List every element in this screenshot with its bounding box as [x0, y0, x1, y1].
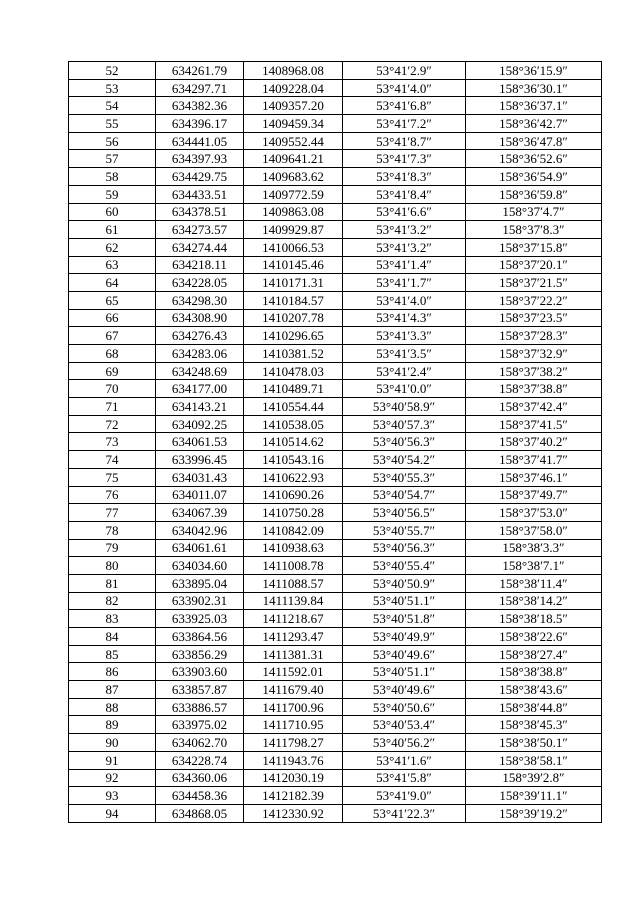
longitude-cell: 158°38′50.1″ [466, 734, 602, 752]
point-number-cell: 89 [69, 716, 156, 734]
coord-x-cell: 634011.07 [156, 486, 244, 504]
longitude-cell: 158°37′32.9″ [466, 345, 602, 363]
latitude-cell: 53°41′7.2″ [343, 115, 466, 133]
table-row [69, 451, 602, 469]
longitude-cell: 158°37′21.5″ [466, 274, 602, 292]
coord-y-cell: 1411700.96 [244, 698, 343, 716]
coord-x-cell: 634433.51 [156, 185, 244, 203]
coord-x-cell: 634061.61 [156, 539, 244, 557]
point-number-cell: 79 [69, 539, 156, 557]
coord-y-cell: 1410514.62 [244, 433, 343, 451]
longitude-cell: 158°39′19.2″ [466, 804, 602, 822]
latitude-cell: 53°41′7.3″ [343, 150, 466, 168]
coord-y-cell: 1411798.27 [244, 734, 343, 752]
point-number-cell: 56 [69, 132, 156, 150]
latitude-cell: 53°41′4.0″ [343, 79, 466, 97]
table-row [69, 610, 602, 628]
point-number-cell: 65 [69, 291, 156, 309]
table-row [69, 398, 602, 416]
point-number-cell: 55 [69, 115, 156, 133]
longitude-cell: 158°36′54.9″ [466, 168, 602, 186]
longitude-cell: 158°38′58.1″ [466, 751, 602, 769]
point-number-cell: 69 [69, 362, 156, 380]
coord-y-cell: 1412030.19 [244, 769, 343, 787]
coord-x-cell: 633856.29 [156, 645, 244, 663]
latitude-cell: 53°40′51.1″ [343, 663, 466, 681]
latitude-cell: 53°41′3.3″ [343, 327, 466, 345]
coord-y-cell: 1411381.31 [244, 645, 343, 663]
coord-x-cell: 633902.31 [156, 592, 244, 610]
coord-y-cell: 1410938.63 [244, 539, 343, 557]
longitude-cell: 158°38′7.1″ [466, 557, 602, 575]
table-row [69, 327, 602, 345]
coord-x-cell: 633903.60 [156, 663, 244, 681]
coord-y-cell: 1410184.57 [244, 291, 343, 309]
coord-y-cell: 1412330.92 [244, 804, 343, 822]
coord-x-cell: 634177.00 [156, 380, 244, 398]
coord-x-cell: 634276.43 [156, 327, 244, 345]
latitude-cell: 53°40′55.3″ [343, 468, 466, 486]
table-row [69, 132, 602, 150]
table-row [69, 203, 602, 221]
point-number-cell: 61 [69, 221, 156, 239]
longitude-cell: 158°37′49.7″ [466, 486, 602, 504]
latitude-cell: 53°40′50.9″ [343, 574, 466, 592]
point-number-cell: 87 [69, 681, 156, 699]
point-number-cell: 92 [69, 769, 156, 787]
table-row [69, 274, 602, 292]
coord-x-cell: 634143.21 [156, 398, 244, 416]
latitude-cell: 53°40′55.4″ [343, 557, 466, 575]
latitude-cell: 53°41′8.4″ [343, 185, 466, 203]
longitude-cell: 158°38′11.4″ [466, 574, 602, 592]
longitude-cell: 158°37′58.0″ [466, 521, 602, 539]
coord-x-cell: 634228.05 [156, 274, 244, 292]
point-number-cell: 67 [69, 327, 156, 345]
coord-y-cell: 1410543.16 [244, 451, 343, 469]
coord-x-cell: 634868.05 [156, 804, 244, 822]
latitude-cell: 53°40′54.2″ [343, 451, 466, 469]
coord-y-cell: 1410554.44 [244, 398, 343, 416]
coord-x-cell: 633975.02 [156, 716, 244, 734]
longitude-cell: 158°37′28.3″ [466, 327, 602, 345]
coord-y-cell: 1410171.31 [244, 274, 343, 292]
coord-y-cell: 1411218.67 [244, 610, 343, 628]
coord-x-cell: 634067.39 [156, 504, 244, 522]
point-number-cell: 74 [69, 451, 156, 469]
coord-y-cell: 1411293.47 [244, 628, 343, 646]
coord-x-cell: 634297.71 [156, 79, 244, 97]
table-row [69, 62, 602, 80]
table-row [69, 185, 602, 203]
coord-y-cell: 1409929.87 [244, 221, 343, 239]
longitude-cell: 158°37′4.7″ [466, 203, 602, 221]
longitude-cell: 158°38′14.2″ [466, 592, 602, 610]
latitude-cell: 53°41′2.4″ [343, 362, 466, 380]
coord-y-cell: 1410622.93 [244, 468, 343, 486]
coord-x-cell: 634458.36 [156, 787, 244, 805]
coord-x-cell: 634248.69 [156, 362, 244, 380]
point-number-cell: 70 [69, 380, 156, 398]
coord-x-cell: 633864.56 [156, 628, 244, 646]
coord-y-cell: 1409863.08 [244, 203, 343, 221]
coord-y-cell: 1412182.39 [244, 787, 343, 805]
latitude-cell: 53°40′56.2″ [343, 734, 466, 752]
latitude-cell: 53°40′53.4″ [343, 716, 466, 734]
coord-x-cell: 634397.93 [156, 150, 244, 168]
latitude-cell: 53°41′0.0″ [343, 380, 466, 398]
point-number-cell: 58 [69, 168, 156, 186]
longitude-cell: 158°38′43.6″ [466, 681, 602, 699]
point-number-cell: 57 [69, 150, 156, 168]
point-number-cell: 83 [69, 610, 156, 628]
longitude-cell: 158°37′23.5″ [466, 309, 602, 327]
latitude-cell: 53°40′55.7″ [343, 521, 466, 539]
table-row [69, 79, 602, 97]
coord-x-cell: 634261.79 [156, 62, 244, 80]
coord-x-cell: 634034.60 [156, 557, 244, 575]
point-number-cell: 68 [69, 345, 156, 363]
point-number-cell: 59 [69, 185, 156, 203]
latitude-cell: 53°41′22.3″ [343, 804, 466, 822]
point-number-cell: 73 [69, 433, 156, 451]
latitude-cell: 53°40′51.8″ [343, 610, 466, 628]
coord-y-cell: 1409772.59 [244, 185, 343, 203]
coord-y-cell: 1410066.53 [244, 238, 343, 256]
coord-y-cell: 1410538.05 [244, 415, 343, 433]
longitude-cell: 158°38′45.3″ [466, 716, 602, 734]
latitude-cell: 53°41′8.3″ [343, 168, 466, 186]
table-row [69, 97, 602, 115]
table-row [69, 769, 602, 787]
point-number-cell: 77 [69, 504, 156, 522]
longitude-cell: 158°37′15.8″ [466, 238, 602, 256]
coord-x-cell: 634308.90 [156, 309, 244, 327]
coord-y-cell: 1411710.95 [244, 716, 343, 734]
longitude-cell: 158°37′22.2″ [466, 291, 602, 309]
point-number-cell: 93 [69, 787, 156, 805]
coord-y-cell: 1411943.76 [244, 751, 343, 769]
point-number-cell: 63 [69, 256, 156, 274]
coord-y-cell: 1409552.44 [244, 132, 343, 150]
coord-x-cell: 634228.74 [156, 751, 244, 769]
table-row [69, 221, 602, 239]
latitude-cell: 53°40′56.3″ [343, 433, 466, 451]
longitude-cell: 158°38′27.4″ [466, 645, 602, 663]
point-number-cell: 82 [69, 592, 156, 610]
coord-y-cell: 1411679.40 [244, 681, 343, 699]
coord-y-cell: 1411008.78 [244, 557, 343, 575]
coord-x-cell: 634273.57 [156, 221, 244, 239]
coord-y-cell: 1408968.08 [244, 62, 343, 80]
longitude-cell: 158°38′38.8″ [466, 663, 602, 681]
table-row [69, 787, 602, 805]
longitude-cell: 158°38′18.5″ [466, 610, 602, 628]
longitude-cell: 158°38′3.3″ [466, 539, 602, 557]
coord-x-cell: 634396.17 [156, 115, 244, 133]
latitude-cell: 53°40′57.3″ [343, 415, 466, 433]
point-number-cell: 78 [69, 521, 156, 539]
coord-y-cell: 1410750.28 [244, 504, 343, 522]
longitude-cell: 158°37′40.2″ [466, 433, 602, 451]
coord-y-cell: 1409641.21 [244, 150, 343, 168]
latitude-cell: 53°40′56.3″ [343, 539, 466, 557]
coord-x-cell: 634042.96 [156, 521, 244, 539]
coord-x-cell: 634092.25 [156, 415, 244, 433]
latitude-cell: 53°40′56.5″ [343, 504, 466, 522]
coord-x-cell: 633857.87 [156, 681, 244, 699]
table-row [69, 751, 602, 769]
table-row [69, 574, 602, 592]
point-number-cell: 84 [69, 628, 156, 646]
table-row [69, 663, 602, 681]
coord-y-cell: 1410145.46 [244, 256, 343, 274]
table-row [69, 433, 602, 451]
table-row [69, 628, 602, 646]
coord-y-cell: 1410690.26 [244, 486, 343, 504]
latitude-cell: 53°41′3.2″ [343, 238, 466, 256]
coord-x-cell: 633886.57 [156, 698, 244, 716]
point-number-cell: 85 [69, 645, 156, 663]
latitude-cell: 53°40′54.7″ [343, 486, 466, 504]
coord-x-cell: 634360.06 [156, 769, 244, 787]
latitude-cell: 53°40′49.9″ [343, 628, 466, 646]
table-row [69, 486, 602, 504]
coord-y-cell: 1409683.62 [244, 168, 343, 186]
point-number-cell: 53 [69, 79, 156, 97]
longitude-cell: 158°36′47.8″ [466, 132, 602, 150]
latitude-cell: 53°41′4.0″ [343, 291, 466, 309]
longitude-cell: 158°37′53.0″ [466, 504, 602, 522]
longitude-cell: 158°38′44.8″ [466, 698, 602, 716]
coord-y-cell: 1410478.03 [244, 362, 343, 380]
point-number-cell: 81 [69, 574, 156, 592]
coord-y-cell: 1410842.09 [244, 521, 343, 539]
coord-y-cell: 1410489.71 [244, 380, 343, 398]
latitude-cell: 53°40′58.9″ [343, 398, 466, 416]
longitude-cell: 158°37′41.7″ [466, 451, 602, 469]
latitude-cell: 53°40′50.6″ [343, 698, 466, 716]
longitude-cell: 158°36′52.6″ [466, 150, 602, 168]
table-row [69, 256, 602, 274]
latitude-cell: 53°41′8.7″ [343, 132, 466, 150]
table-row [69, 415, 602, 433]
table-row [69, 521, 602, 539]
latitude-cell: 53°41′4.3″ [343, 309, 466, 327]
longitude-cell: 158°36′37.1″ [466, 97, 602, 115]
table-row [69, 645, 602, 663]
coord-y-cell: 1410381.52 [244, 345, 343, 363]
table-row [69, 238, 602, 256]
coord-x-cell: 634218.11 [156, 256, 244, 274]
point-number-cell: 64 [69, 274, 156, 292]
longitude-cell: 158°37′8.3″ [466, 221, 602, 239]
coord-y-cell: 1409459.34 [244, 115, 343, 133]
point-number-cell: 88 [69, 698, 156, 716]
coord-x-cell: 634274.44 [156, 238, 244, 256]
point-number-cell: 52 [69, 62, 156, 80]
table-row [69, 468, 602, 486]
coord-x-cell: 634382.36 [156, 97, 244, 115]
coord-y-cell: 1411592.01 [244, 663, 343, 681]
longitude-cell: 158°36′15.9″ [466, 62, 602, 80]
point-number-cell: 75 [69, 468, 156, 486]
longitude-cell: 158°38′22.6″ [466, 628, 602, 646]
point-number-cell: 76 [69, 486, 156, 504]
latitude-cell: 53°41′1.6″ [343, 751, 466, 769]
table-row [69, 734, 602, 752]
latitude-cell: 53°41′1.4″ [343, 256, 466, 274]
coord-x-cell: 634062.70 [156, 734, 244, 752]
point-number-cell: 62 [69, 238, 156, 256]
coord-x-cell: 633895.04 [156, 574, 244, 592]
latitude-cell: 53°41′6.6″ [343, 203, 466, 221]
latitude-cell: 53°40′49.6″ [343, 645, 466, 663]
point-number-cell: 71 [69, 398, 156, 416]
longitude-cell: 158°36′30.1″ [466, 79, 602, 97]
coord-x-cell: 634429.75 [156, 168, 244, 186]
longitude-cell: 158°37′38.8″ [466, 380, 602, 398]
coord-x-cell: 634298.30 [156, 291, 244, 309]
coord-x-cell: 633996.45 [156, 451, 244, 469]
table-row [69, 380, 602, 398]
table-row [69, 168, 602, 186]
point-number-cell: 91 [69, 751, 156, 769]
table-row [69, 804, 602, 822]
longitude-cell: 158°37′46.1″ [466, 468, 602, 486]
coord-y-cell: 1410207.78 [244, 309, 343, 327]
coord-x-cell: 634378.51 [156, 203, 244, 221]
coord-y-cell: 1410296.65 [244, 327, 343, 345]
table-row [69, 681, 602, 699]
coord-y-cell: 1411139.84 [244, 592, 343, 610]
point-number-cell: 72 [69, 415, 156, 433]
latitude-cell: 53°40′49.6″ [343, 681, 466, 699]
table-row [69, 716, 602, 734]
coordinates-table-body [69, 62, 602, 823]
table-row [69, 362, 602, 380]
table-row [69, 698, 602, 716]
table-row [69, 557, 602, 575]
longitude-cell: 158°39′2.8″ [466, 769, 602, 787]
point-number-cell: 86 [69, 663, 156, 681]
longitude-cell: 158°37′41.5″ [466, 415, 602, 433]
point-number-cell: 66 [69, 309, 156, 327]
longitude-cell: 158°36′42.7″ [466, 115, 602, 133]
coord-x-cell: 633925.03 [156, 610, 244, 628]
coord-x-cell: 634031.43 [156, 468, 244, 486]
coord-x-cell: 634061.53 [156, 433, 244, 451]
table-row [69, 309, 602, 327]
point-number-cell: 80 [69, 557, 156, 575]
table-row [69, 504, 602, 522]
latitude-cell: 53°41′3.5″ [343, 345, 466, 363]
longitude-cell: 158°37′38.2″ [466, 362, 602, 380]
coord-y-cell: 1411088.57 [244, 574, 343, 592]
latitude-cell: 53°41′3.2″ [343, 221, 466, 239]
longitude-cell: 158°37′42.4″ [466, 398, 602, 416]
longitude-cell: 158°36′59.8″ [466, 185, 602, 203]
point-number-cell: 90 [69, 734, 156, 752]
coordinates-table [68, 61, 602, 823]
latitude-cell: 53°41′2.9″ [343, 62, 466, 80]
coord-y-cell: 1409228.04 [244, 79, 343, 97]
point-number-cell: 54 [69, 97, 156, 115]
latitude-cell: 53°41′6.8″ [343, 97, 466, 115]
latitude-cell: 53°41′5.8″ [343, 769, 466, 787]
table-row [69, 539, 602, 557]
coord-y-cell: 1409357.20 [244, 97, 343, 115]
point-number-cell: 60 [69, 203, 156, 221]
point-number-cell: 94 [69, 804, 156, 822]
latitude-cell: 53°41′1.7″ [343, 274, 466, 292]
table-row [69, 592, 602, 610]
longitude-cell: 158°39′11.1″ [466, 787, 602, 805]
table-row [69, 291, 602, 309]
table-row [69, 150, 602, 168]
latitude-cell: 53°40′51.1″ [343, 592, 466, 610]
table-row [69, 345, 602, 363]
coord-x-cell: 634441.05 [156, 132, 244, 150]
longitude-cell: 158°37′20.1″ [466, 256, 602, 274]
table-row [69, 115, 602, 133]
coord-x-cell: 634283.06 [156, 345, 244, 363]
latitude-cell: 53°41′9.0″ [343, 787, 466, 805]
